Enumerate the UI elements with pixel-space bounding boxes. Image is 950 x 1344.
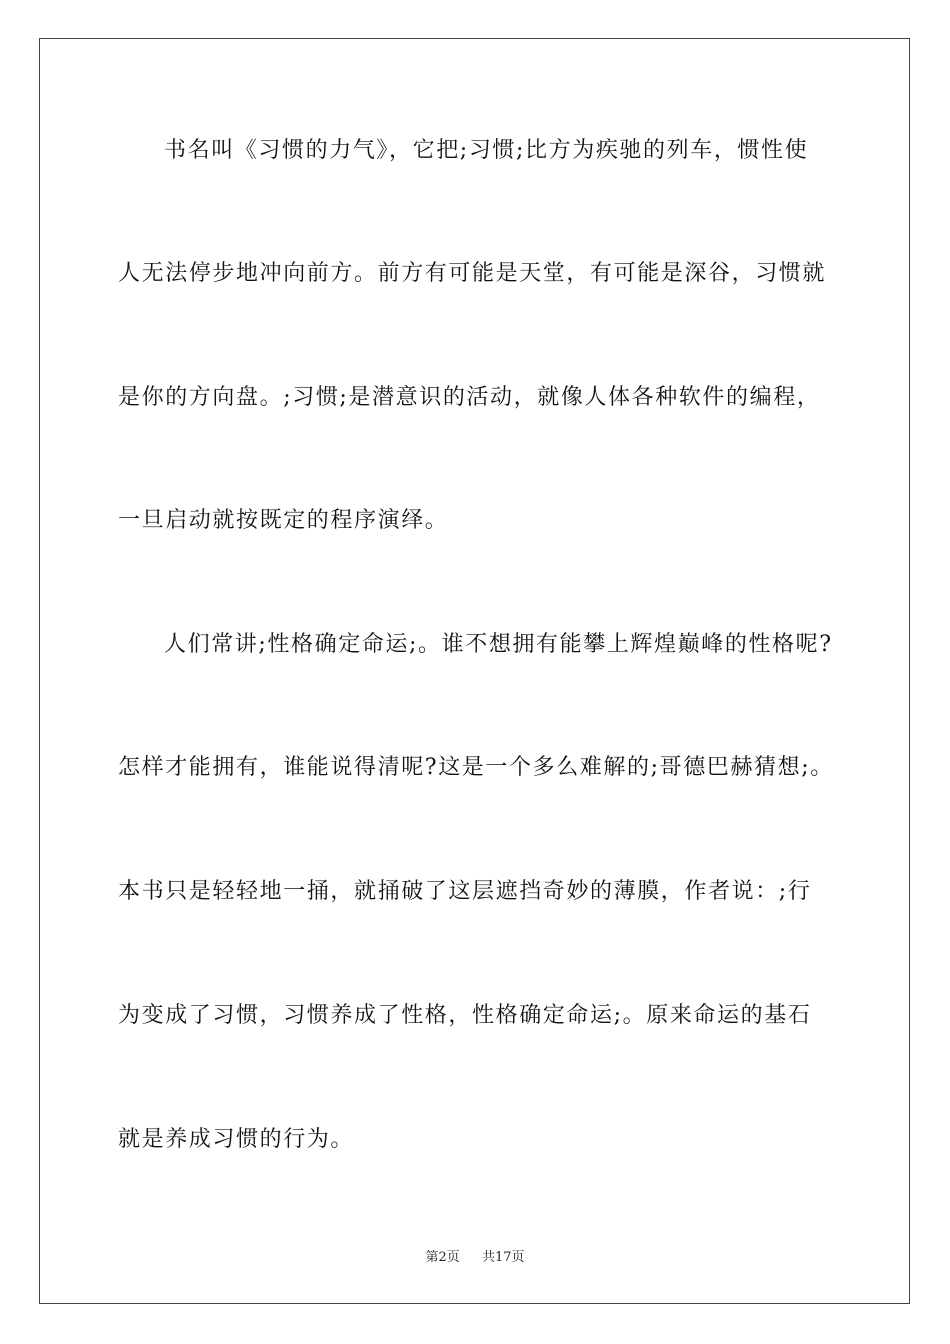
paragraph-1-line-4: 一旦启动就按既定的程序演绎。 — [118, 508, 449, 533]
page-border — [39, 38, 910, 1304]
paragraph-2-line-4: 为变成了习惯，习惯养成了性格，性格确定命运;。原来命运的基石 — [118, 1003, 812, 1028]
paragraph-2-line-3: 本书只是轻轻地一捅，就捅破了这层遮挡奇妙的薄膜，作者说：;行 — [118, 879, 812, 904]
page-number: 第2页 — [425, 1250, 460, 1265]
paragraph-1-line-2: 人无法停步地冲向前方。前方有可能是天堂，有可能是深谷，习惯就 — [118, 261, 827, 286]
page-footer — [0, 1246, 950, 1265]
paragraph-2-line-1: 人们常讲;性格确定命运;。谁不想拥有能攀上辉煌巅峰的性格呢? — [164, 632, 833, 657]
page-total: 共17页 — [482, 1250, 525, 1265]
paragraph-2-line-5: 就是养成习惯的行为。 — [118, 1127, 355, 1152]
paragraph-1-line-3: 是你的方向盘。;习惯;是潜意识的活动，就像人体各种软件的编程， — [118, 385, 821, 410]
paragraph-1-line-1: 书名叫《习惯的力气》，它把;习惯;比方为疾驰的列车，惯性使 — [164, 138, 809, 163]
paragraph-2-line-2: 怎样才能拥有，谁能说得清呢?这是一个多么难解的;哥德巴赫猜想;。 — [118, 755, 834, 780]
